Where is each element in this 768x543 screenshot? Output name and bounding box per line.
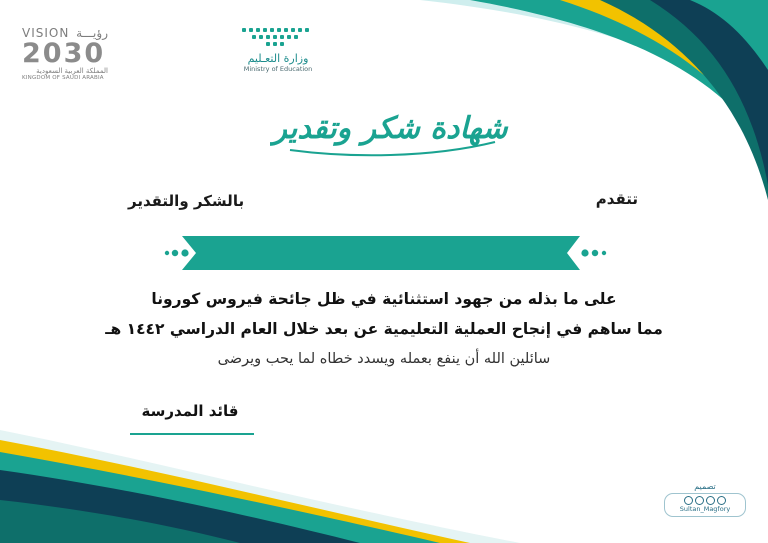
vision-year: 2030 [22, 38, 106, 69]
telegram-icon [684, 496, 693, 505]
recipient-name-field [200, 236, 568, 270]
ministry-name-ar: وزارة التعـليم [247, 52, 309, 65]
vision-label-ar: رؤيـــة [76, 26, 108, 40]
presents-label: تتقدم [595, 190, 638, 208]
vision-kingdom-en: KINGDOM OF SAUDI ARABIA [22, 75, 104, 81]
body-line-3: سائلين الله أن ينفع بعمله ويسدد خطاه لما يحب ويرضى [217, 351, 551, 367]
designer-credit [664, 482, 746, 520]
body-line-1: على ما بذله من جهود استثنائية في ظل جائحة فيروس كورونا [151, 290, 617, 308]
certificate-title-text: شهادة شكر وتقدير [272, 111, 508, 146]
vision-label: VISION [22, 26, 70, 40]
snapchat-icon [695, 496, 704, 505]
signature-line [130, 433, 254, 435]
thanks-label: بالشكر والتقدير [128, 192, 245, 210]
ministry-emblem-icon [240, 24, 316, 50]
designer-label: تصميم [694, 482, 716, 491]
body-line-2: مما ساهم في إنجاح العملية التعليمية عن بعد خلال العام الدراسي ١٤٤٢ هـ [105, 320, 663, 338]
twitter-icon [706, 496, 715, 505]
vision-kingdom-ar: المملكة العربية السعودية [36, 67, 108, 75]
instagram-icon [717, 496, 726, 505]
designer-badge [664, 493, 746, 517]
vision-2030-logo [22, 26, 112, 98]
ministry-name-en: Ministry of Education [243, 65, 313, 73]
ministry-of-education-logo [228, 24, 328, 84]
certificate-title [270, 92, 510, 162]
designer-handle: Sultan_Magfory [679, 505, 731, 513]
signature-label: قائد المدرسة [141, 402, 239, 420]
